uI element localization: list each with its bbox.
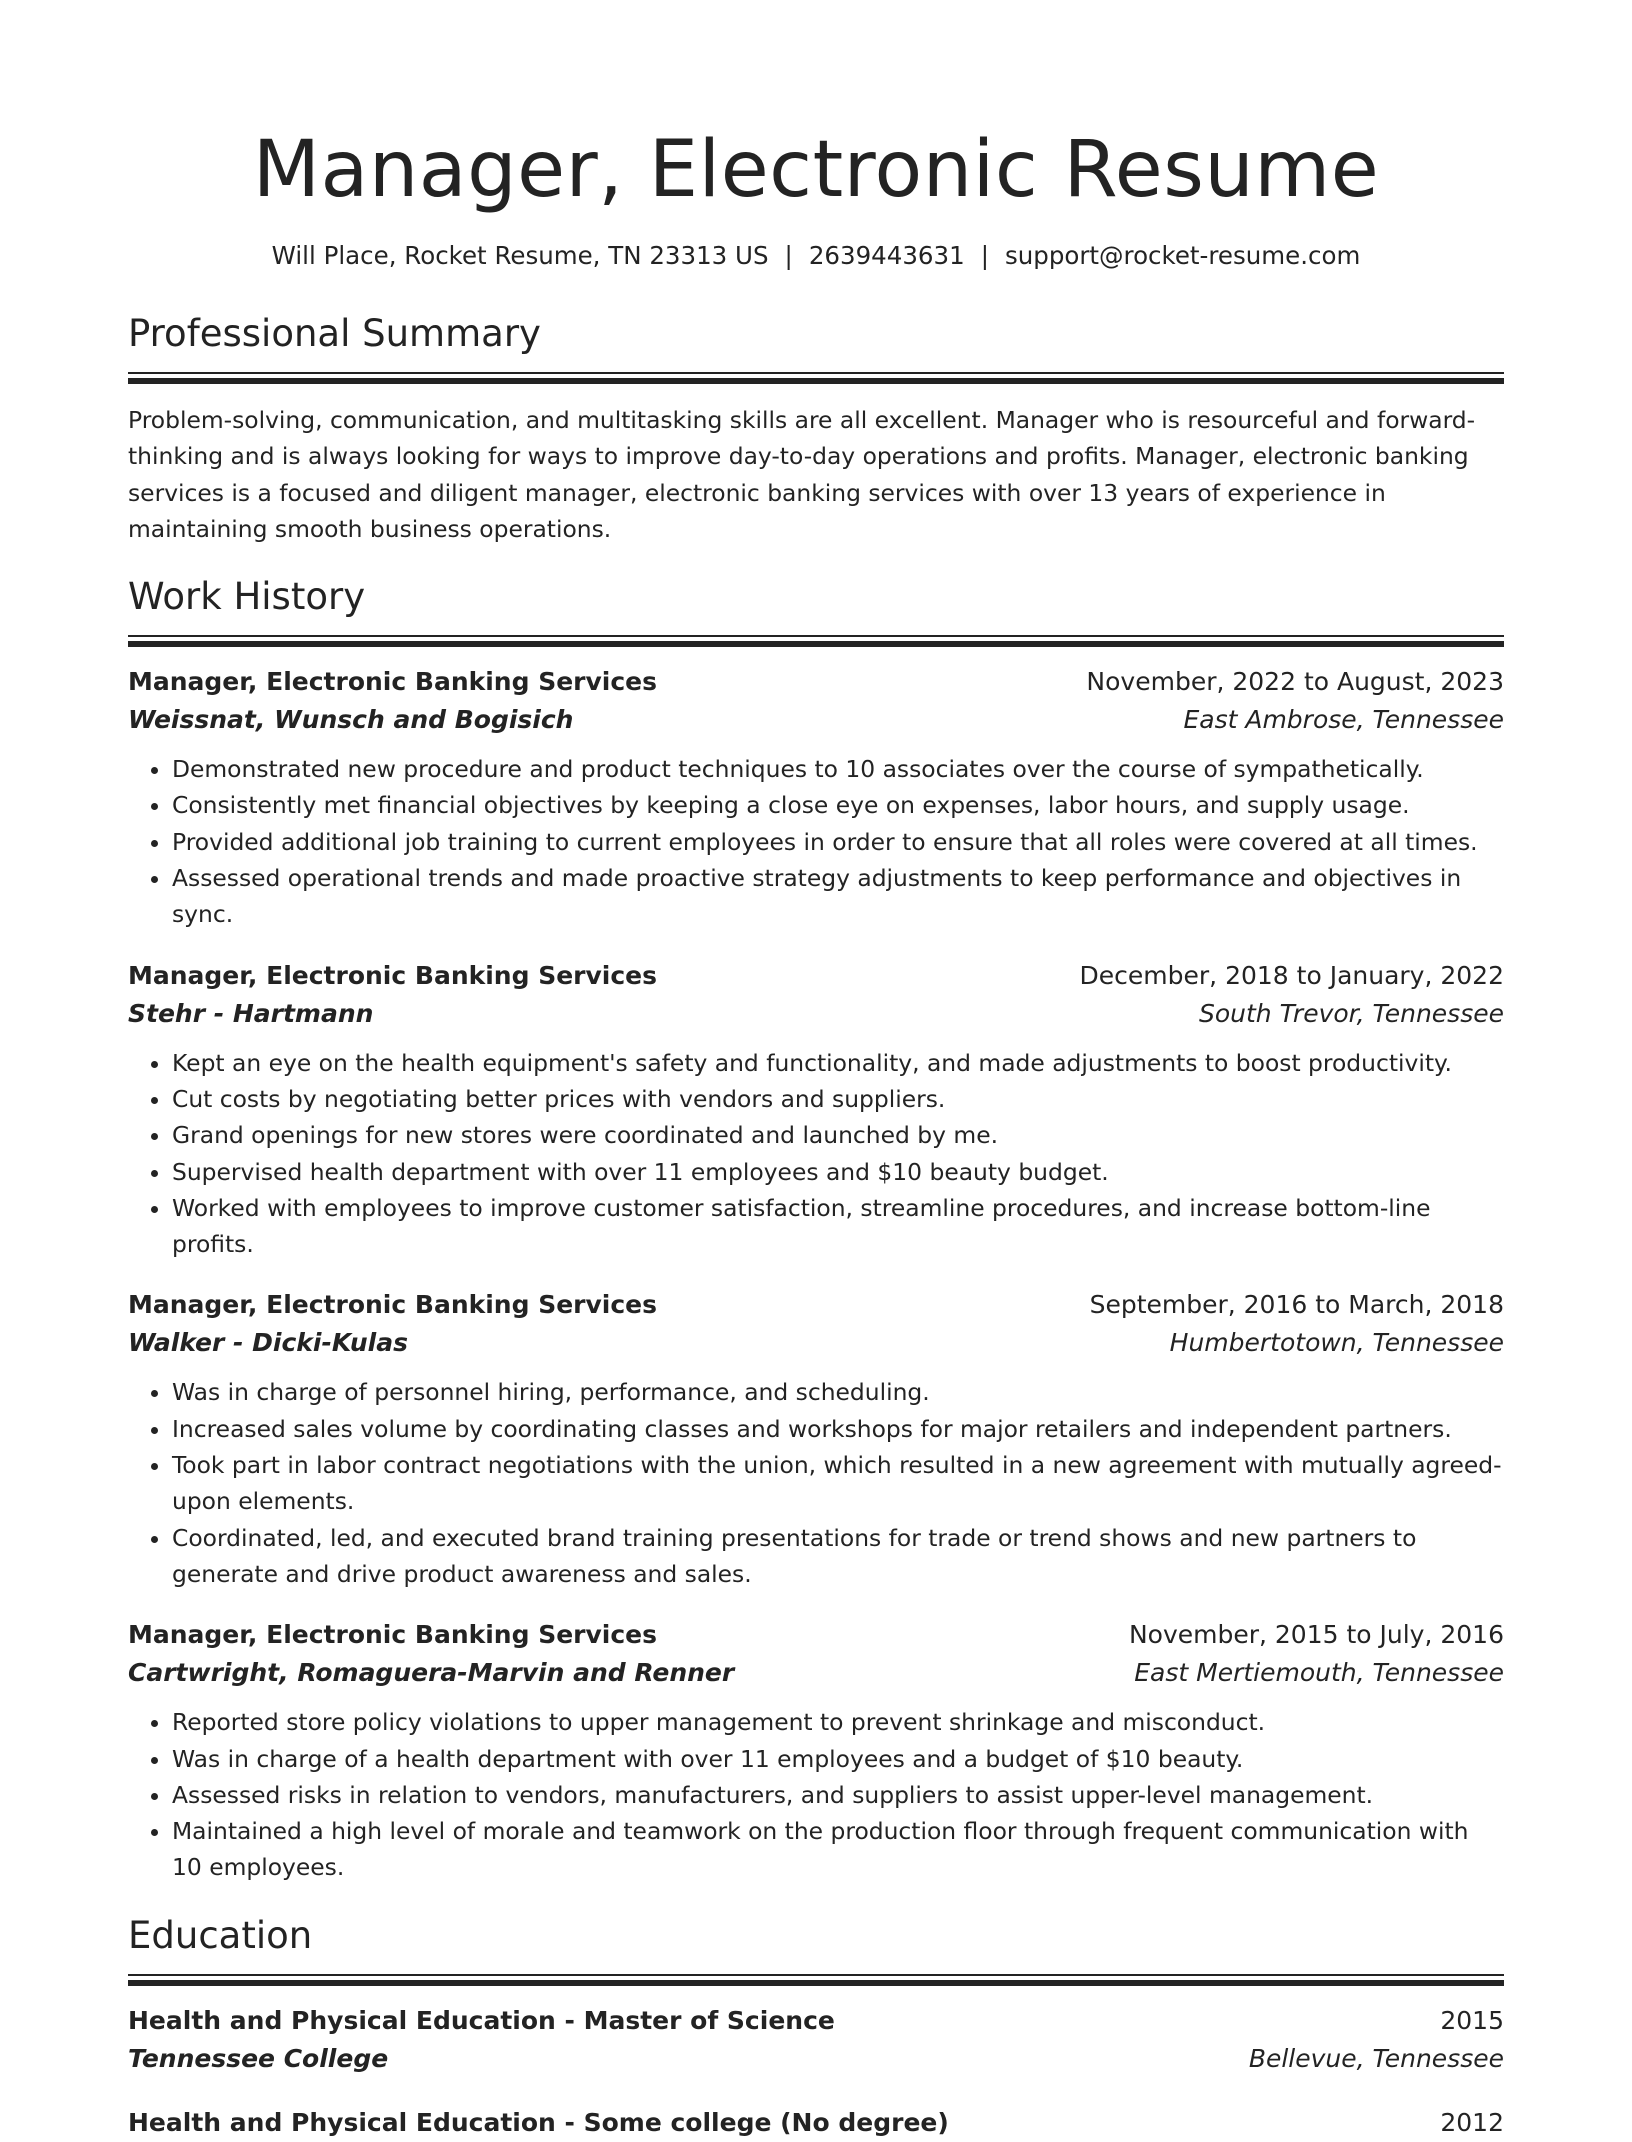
job-title: Manager, Electronic Banking Services — [128, 667, 658, 697]
company-name: Walker - Dicki-Kulas — [128, 1328, 408, 1358]
bullet-item: • Coordinated, led, and executed brand training presentations for trade or trend shows and new partners to generate and drive product awareness and sales. — [172, 1520, 1504, 1593]
degree-name: Health and Physical Education - Some college (No degree) — [128, 2107, 949, 2137]
education-entry — [128, 2002, 1504, 2078]
education-section — [128, 1914, 1504, 2142]
job-entry — [128, 1286, 1504, 1592]
job-title: Manager, Electronic Banking Services — [128, 1290, 658, 1320]
degree-name: Health and Physical Education - Master of Science — [128, 2005, 835, 2035]
job-location: Humbertotown, Tennessee — [1169, 1328, 1504, 1358]
job-bullets — [128, 751, 1504, 932]
section-heading: Education — [128, 1913, 313, 1957]
job-dates: November, 2022 to August, 2023 — [1086, 667, 1504, 697]
school-location: Bellevue, Tennessee — [1248, 2043, 1504, 2073]
bullet-item: • Provided additional job training to current employees in order to ensure that all roles were covered at all times. — [172, 824, 1504, 860]
bullet-item: • Was in charge of personnel hiring, performance, and scheduling. — [172, 1374, 1504, 1410]
section-divider — [128, 372, 1504, 384]
job-bullets — [128, 1704, 1504, 1885]
school-name: Tennessee College — [128, 2043, 389, 2073]
bullet-item: • Maintained a high level of morale and teamwork on the production floor through frequent communication with 10 employees. — [172, 1813, 1504, 1886]
bullet-item: • Reported store policy violations to upper management to prevent shrinkage and misconduct. — [172, 1704, 1504, 1740]
bullet-item: • Assessed risks in relation to vendors, manufacturers, and suppliers to assist upper-level management. — [172, 1777, 1504, 1813]
bullet-item: • Consistently met financial objectives by keeping a close eye on expenses, labor hours, and supply usage. — [172, 787, 1504, 823]
job-entry — [128, 1616, 1504, 1885]
contact-separator: | — [980, 241, 989, 270]
bullet-item: • Supervised health department with over 11 employees and $10 beauty budget. — [172, 1154, 1504, 1190]
contact-separator: | — [784, 241, 793, 270]
job-entry — [128, 663, 1504, 932]
section-divider — [128, 635, 1504, 647]
section-heading: Work History — [128, 575, 366, 619]
job-title: Manager, Electronic Banking Services — [128, 1620, 658, 1650]
company-name: Cartwright, Romaguera-Marvin and Renner — [128, 1658, 735, 1688]
education-entry — [128, 2104, 1504, 2142]
job-bullets — [128, 1374, 1504, 1592]
job-bullets — [128, 1045, 1504, 1263]
work-history-section — [128, 575, 1504, 1886]
job-title: Manager, Electronic Banking Services — [128, 960, 658, 990]
section-heading: Professional Summary — [128, 312, 541, 355]
bullet-item: • Cut costs by negotiating better prices with vendors and suppliers. — [172, 1081, 1504, 1117]
bullet-item: • Was in charge of a health department with over 11 employees and a budget of $10 beauty. — [172, 1741, 1504, 1777]
graduation-year: 2012 — [1440, 2107, 1504, 2137]
resume-name: Manager, Electronic Resume — [252, 125, 1380, 215]
job-location: South Trevor, Tennessee — [1198, 998, 1504, 1028]
section-divider — [128, 1974, 1504, 1986]
company-name: Stehr - Hartmann — [128, 998, 374, 1028]
contact-address: Will Place, Rocket Resume, TN 23313 US — [271, 241, 769, 270]
contact-line — [128, 240, 1504, 272]
contact-email: support@rocket-resume.com — [1004, 241, 1361, 270]
bullet-item: • Demonstrated new procedure and product techniques to 10 associates over the course of sympathetically. — [172, 751, 1504, 787]
bullet-item: • Increased sales volume by coordinating classes and workshops for major retailers and independent partners. — [172, 1411, 1504, 1447]
job-location: East Mertiemouth, Tennessee — [1134, 1658, 1504, 1688]
bullet-item: • Grand openings for new stores were coordinated and launched by me. — [172, 1117, 1504, 1153]
bullet-item: • Assessed operational trends and made proactive strategy adjustments to keep performance and objectives in sync. — [172, 860, 1504, 933]
job-dates: November, 2015 to July, 2016 — [1128, 1620, 1504, 1650]
contact-phone: 2639443631 — [808, 241, 965, 270]
bullet-item: • Took part in labor contract negotiations with the union, which resulted in a new agreement with mutually agreed-upon elements. — [172, 1447, 1504, 1520]
job-dates: September, 2016 to March, 2018 — [1089, 1290, 1504, 1320]
job-location: East Ambrose, Tennessee — [1183, 705, 1504, 735]
bullet-item: • Worked with employees to improve customer satisfaction, streamline procedures, and increase bottom-line profits. — [172, 1190, 1504, 1263]
graduation-year: 2015 — [1440, 2005, 1504, 2035]
summary-section — [128, 312, 1504, 547]
summary-text: Problem-solving, communication, and multitasking skills are all excellent. Manager who is resourceful and forward-thinking and is always looking for ways to improve day-to-day operations and profits. Manager, electronic banking services is a focused and diligent manager, electronic banking services with over 13 years of experience in maintaining smooth business operations. — [128, 406, 1476, 543]
job-entry — [128, 957, 1504, 1263]
company-name: Weissnat, Wunsch and Bogisich — [128, 705, 574, 735]
job-dates: December, 2018 to January, 2022 — [1079, 960, 1504, 990]
bullet-item: • Kept an eye on the health equipment's safety and functionality, and made adjustments to boost productivity. — [172, 1045, 1504, 1081]
